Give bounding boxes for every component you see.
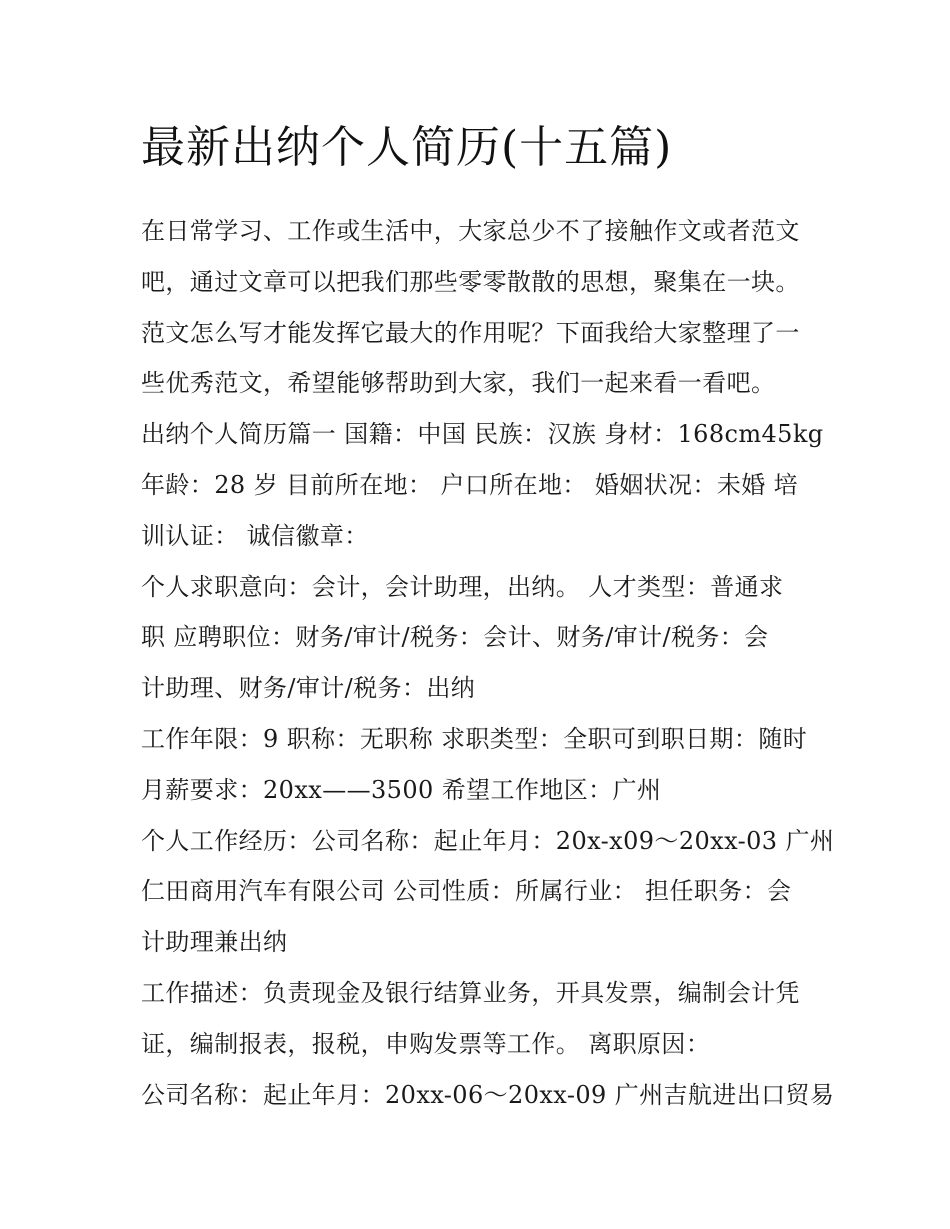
document-title: 最新出纳个人简历(十五篇) (141, 122, 673, 173)
text-line: 公司名称：起止年月：20xx-06～20xx-09 广州吉航进出口贸易 (141, 1080, 835, 1109)
text-line: 计助理兼出纳 (141, 928, 288, 957)
text-line: 个人求职意向：会计，会计助理，出纳。 人才类型：普通求 (141, 572, 784, 601)
text-line: 个人工作经历：公司名称：起止年月：20x-x09～20xx-03 广州 (141, 826, 835, 855)
text-line: 些优秀范文，希望能够帮助到大家，我们一起来看一看吧。 (141, 369, 776, 398)
text-line: 计助理、财务/审计/税务：出纳 (141, 674, 476, 703)
text-line: 年龄：28 岁 目前所在地： 户口所在地： 婚姻状况：未婚 培 (141, 470, 799, 499)
text-line: 在日常学习、工作或生活中，大家总少不了接触作文或者范文 (141, 217, 800, 245)
text-line: 训认证： 诚信徽章： (141, 521, 369, 550)
document-body (141, 118, 835, 1120)
text-line: 范文怎么写才能发挥它最大的作用呢？下面我给大家整理了一 (141, 318, 800, 347)
text-line: 出纳个人简历篇一 国籍：中国 民族：汉族 身材：168cm45kg (141, 420, 824, 449)
text-line: 职 应聘职位：财务/审计/税务：会计、财务/审计/税务：会 (141, 623, 769, 652)
text-line: 吧，通过文章可以把我们那些零零散散的思想，聚集在一块。 (141, 267, 800, 296)
text-line: 证，编制报表，报税，申购发票等工作。 离职原因： (141, 1029, 711, 1058)
text-line: 工作年限：9 职称：无职称 求职类型：全职可到职日期：随时 (141, 724, 808, 753)
text-line: 月薪要求：20xx——3500 希望工作地区：广州 (141, 775, 662, 804)
text-line: 工作描述：负责现金及银行结算业务，开具发票，编制会计凭 (141, 978, 800, 1007)
text-line: 仁田商用汽车有限公司 公司性质：所属行业： 担任职务：会 (141, 877, 792, 906)
